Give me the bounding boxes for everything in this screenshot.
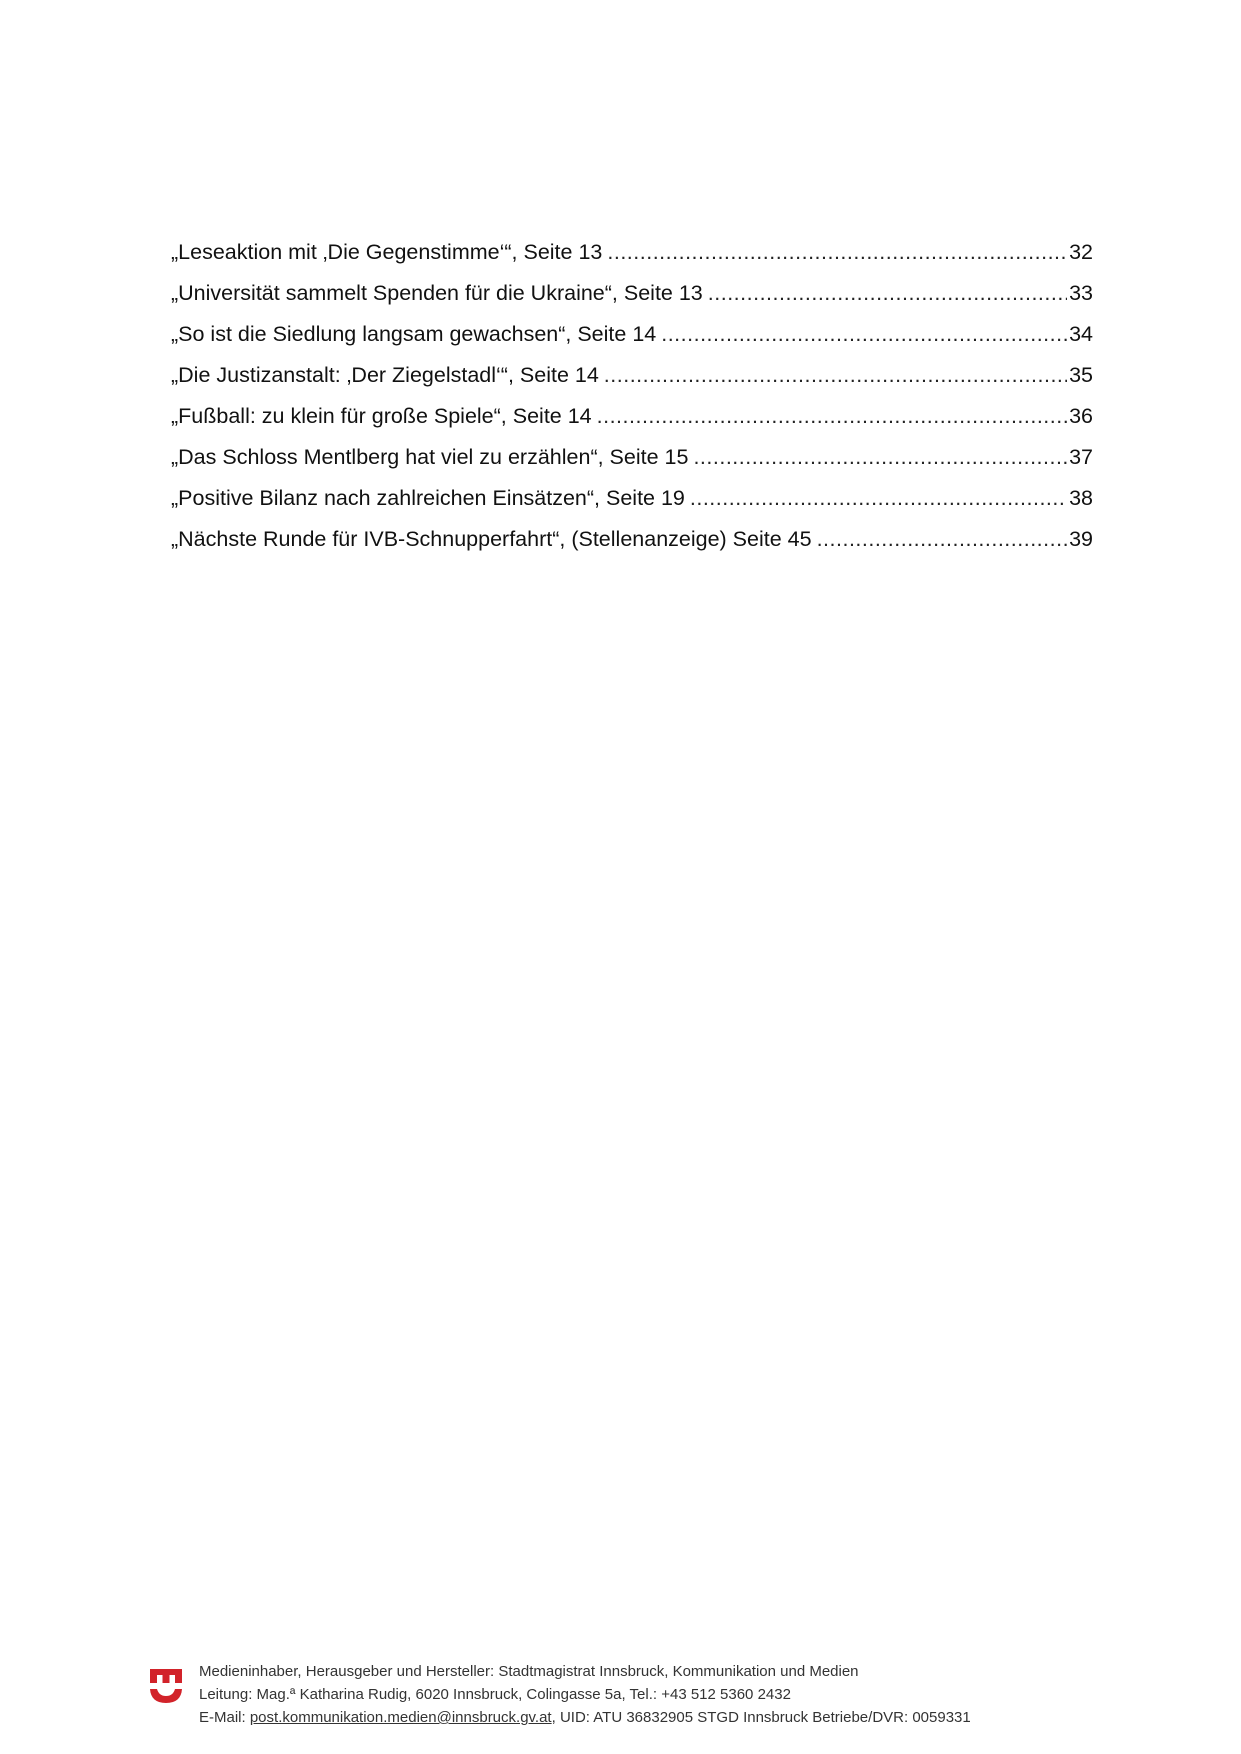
toc-entry-title: „Leseaktion mit ‚Die Gegenstimme‘“, Seite 13	[171, 240, 603, 264]
toc-entry-title: „Das Schloss Mentlberg hat viel zu erzählen“, Seite 15	[171, 445, 689, 469]
innsbruck-logo-icon	[150, 1667, 182, 1705]
email-link[interactable]: post.kommunikation.medien@innsbruck.gv.at	[249, 1709, 552, 1726]
toc-leader-dots	[597, 396, 1067, 437]
toc-entry[interactable]	[171, 519, 1093, 560]
page-footer	[150, 1660, 1110, 1740]
toc-entry[interactable]	[171, 273, 1093, 314]
toc-leader-dots	[604, 355, 1067, 396]
toc-entry-page: 39	[1069, 527, 1093, 551]
toc-leader-dots	[817, 519, 1068, 560]
toc-entry-page: 38	[1069, 486, 1093, 510]
toc-entry-page: 33	[1069, 281, 1093, 305]
toc-entry-title: „Die Justizanstalt: ‚Der Ziegelstadl‘“, Seite 14	[171, 363, 599, 387]
toc-entry-page: 35	[1069, 363, 1093, 387]
toc-entry[interactable]	[171, 355, 1093, 396]
toc-entry[interactable]	[171, 437, 1093, 478]
toc-entry-title: „Universität sammelt Spenden für die Ukraine“, Seite 13	[171, 281, 703, 305]
imprint-text	[199, 1660, 971, 1729]
toc-leader-dots	[708, 273, 1067, 314]
toc-leader-dots	[607, 232, 1067, 273]
toc-entry[interactable]	[171, 396, 1093, 437]
toc-entry-page: 37	[1069, 445, 1093, 469]
toc-entry-title: „So ist die Siedlung langsam gewachsen“, Seite 14	[171, 322, 657, 346]
toc-leader-dots	[690, 478, 1067, 519]
table-of-contents	[171, 232, 1093, 560]
toc-entry[interactable]	[171, 232, 1093, 273]
toc-entry-page: 34	[1069, 322, 1093, 346]
imprint-line-management: Leitung: Mag.ª Katharina Rudig, 6020 Innsbruck, Colingasse 5a, Tel.: +43 512 5360 2432	[199, 1686, 791, 1703]
uid-text: , UID: ATU 36832905 STGD Innsbruck Betriebe/DVR: 0059331	[551, 1709, 971, 1726]
toc-entry-title: „Fußball: zu klein für große Spiele“, Seite 14	[171, 404, 592, 428]
imprint-line-contact	[199, 1706, 971, 1729]
toc-entry-page: 36	[1069, 404, 1093, 428]
toc-entry[interactable]	[171, 314, 1093, 355]
toc-entry[interactable]	[171, 478, 1093, 519]
toc-entry-title: „Positive Bilanz nach zahlreichen Einsätzen“, Seite 19	[171, 486, 685, 510]
imprint-line-publisher: Medieninhaber, Herausgeber und Hersteller: Stadtmagistrat Innsbruck, Kommunikation und Medien	[199, 1663, 859, 1680]
toc-leader-dots	[693, 437, 1067, 478]
toc-entry-title: „Nächste Runde für IVB-Schnupperfahrt“, (Stellenanzeige) Seite 45	[171, 527, 812, 551]
email-prefix: E-Mail:	[199, 1709, 250, 1726]
toc-entry-page: 32	[1069, 240, 1093, 264]
toc-leader-dots	[661, 314, 1067, 355]
